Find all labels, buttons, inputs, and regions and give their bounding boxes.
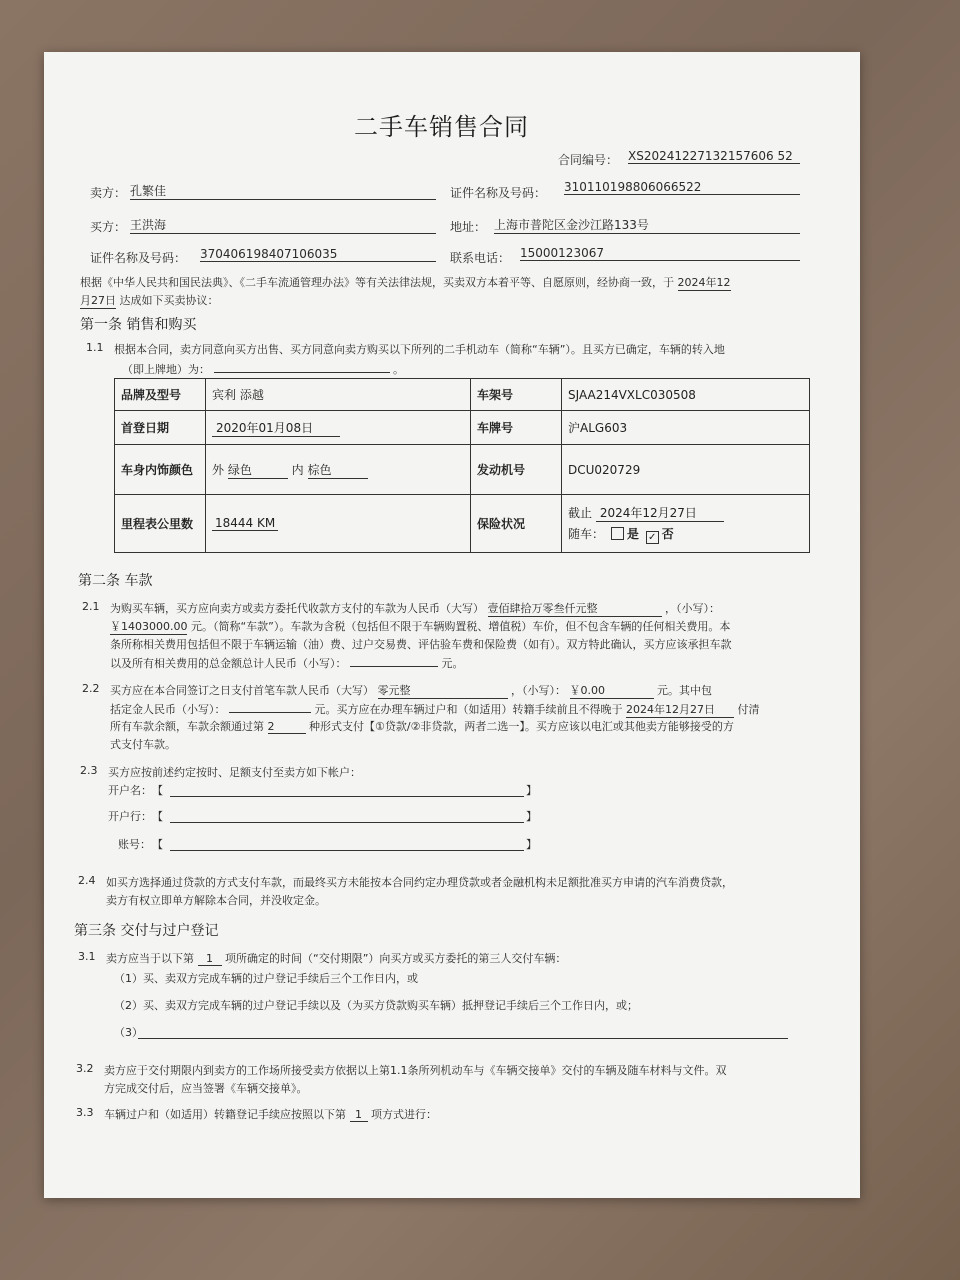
account-no-label: 账号：	[118, 838, 151, 851]
transfer-option-number: 1	[350, 1108, 368, 1122]
clause-2-2-text-b-end: 付清	[737, 703, 760, 716]
buyer-name: 王洪海	[130, 216, 436, 234]
clause-2-1-line1	[110, 600, 720, 617]
vehicle-info-table	[114, 378, 810, 553]
clause-3-2-no: 3.2	[76, 1062, 94, 1075]
clause-2-3-no: 2.3	[80, 764, 98, 777]
article-2-heading: 第二条 车款	[78, 573, 153, 589]
engine-key: 发动机号	[471, 445, 562, 495]
delivery-option-2: （2）买、卖双方完成车辆的过户登记手续以及（为买方贷款购买车辆）抵押登记手续后三个工作日内，或；	[114, 999, 638, 1012]
clause-3-1-text-a2: 项所确定的时间（“交付期限”）向买方或买方委托的第三人交付车辆：	[225, 952, 567, 965]
clause-3-2-line2: 方完成交付后，应当签署《车辆交接单》。	[104, 1082, 308, 1095]
intro-text: 根据《中华人民共和国民法典》、《二手车流通管理办法》等有关法律法规，买卖双方本着平等、自愿原则，经协商一致，于	[80, 276, 674, 289]
clause-2-2-line3	[110, 718, 734, 734]
clause-2-1-line3: 条所称相关费用包括但不限于车辆运输（油）费、过户交易费、评估验车费和保险费（如有）。双方特此确认，买方应该承担车款	[110, 638, 732, 651]
intro-line2	[80, 292, 219, 309]
reg-date-value: 2020年01月08日	[212, 419, 340, 437]
clause-3-1-no: 3.1	[78, 950, 96, 963]
vin-value: SJAA214VXLC030508	[562, 379, 810, 411]
clause-1-1-text-b	[122, 360, 404, 377]
clause-2-3-text: 买方应按前述约定按时、足额支付至卖方如下帐户：	[108, 766, 361, 779]
buyer-addr-value: 上海市普陀区金沙江路133号	[494, 216, 800, 234]
insurance-date: 2024年12月27日	[596, 504, 724, 522]
clause-2-1-text-a: 为购买车辆，买方应向卖方或卖方委托代收款方支付的车款为人民币（大写）	[110, 602, 484, 615]
color-key: 车身内饰颜色	[115, 445, 206, 495]
seller-name: 孔繁佳	[130, 182, 436, 200]
deposit-blank	[229, 700, 311, 713]
clause-2-1-text-b: 元。（简称“车款”）。车款为含税（包括但不限于车辆购置税、增值税）车价，但不包含车辆的任何相关费用。本	[190, 620, 731, 633]
clause-2-2-line2	[110, 700, 760, 718]
clause-2-1-end: 元。	[441, 657, 464, 670]
delivery-option-number: 1	[198, 952, 222, 966]
intro-line1	[80, 274, 731, 291]
article-1-heading: 第一条 销售和购买	[80, 317, 197, 333]
no-label: 否	[661, 526, 674, 541]
clause-2-1-text-d: 以及所有相关费用的总金额总计人民币（小写）：	[110, 657, 347, 670]
odometer-key: 里程表公里数	[115, 495, 206, 553]
with-car-label: 随车：	[568, 526, 605, 541]
account-no-lb: 【	[152, 838, 163, 851]
clause-1-1-text-a: 根据本合同，卖方同意向买方出售、买方同意向卖方购买以下所列的二手机动车（简称“车辆”）。且买方已确定，车辆的转入地	[114, 343, 725, 356]
account-bank-rb: 】	[526, 810, 537, 823]
delivery-option-1: （1）买、卖双方完成车辆的过户登记手续后三个工作日内，或	[114, 972, 418, 985]
seller-label: 卖方：	[90, 186, 127, 200]
with-car-line	[568, 525, 803, 544]
account-bank-label: 开户行：	[108, 810, 152, 823]
clause-3-2-line1: 卖方应于交付期限内到卖方的工作场所接受卖方依据以上第1.1条所列机动车与《车辆交接单》交付的车辆及随车材料与文件。双	[104, 1064, 727, 1077]
clause-2-2-line4: 式支付车款。	[110, 738, 176, 751]
price-in-words: 壹佰肆拾万零叁仟元整	[488, 600, 662, 617]
insurance-cell	[562, 495, 810, 553]
contract-paper	[44, 52, 860, 1198]
clause-1-1-no: 1.1	[86, 341, 104, 354]
account-name-field[interactable]	[170, 796, 524, 797]
account-no-field[interactable]	[170, 850, 524, 851]
vin-key: 车架号	[471, 379, 562, 411]
clause-2-1-line2	[110, 618, 730, 635]
seller-id-label: 证件名称及号码：	[450, 186, 547, 200]
account-bank-lb: 【	[152, 810, 163, 823]
reg-date-key: 首登日期	[115, 411, 206, 445]
payment-method-number: 2	[268, 720, 306, 734]
intro-text-2: 达成如下买卖协议：	[119, 294, 219, 307]
delivery-option-3-blank[interactable]	[138, 1038, 788, 1039]
buyer-phone-value: 15000123067	[520, 246, 800, 261]
clause-1-1-end: 。	[393, 363, 404, 376]
yes-checkbox[interactable]	[611, 527, 624, 540]
first-payment-figures: ￥0.00	[570, 682, 654, 699]
delivery-option-3: （3）	[114, 1026, 143, 1039]
engine-value: DCU020729	[562, 445, 810, 495]
clause-3-3-text-a1: 车辆过户和（如适用）转籍登记手续应按照以下第	[104, 1108, 346, 1121]
exterior-label: 外	[212, 462, 225, 477]
account-name-rb: 】	[526, 784, 537, 797]
buyer-label: 买方：	[90, 220, 127, 234]
odometer-value-wrap	[212, 516, 278, 531]
contract-no-value: XS20241227132157606 52	[628, 149, 800, 164]
total-amount-blank	[350, 654, 438, 667]
clause-3-3-no: 3.3	[76, 1106, 94, 1119]
clause-3-3-text-a2: 项方式进行：	[371, 1108, 437, 1121]
insurance-key: 保险状况	[471, 495, 562, 553]
clause-2-4-no: 2.4	[78, 874, 96, 887]
odometer-value: 18444	[215, 516, 254, 530]
clause-2-4-line2: 卖方有权立即单方解除本合同，并没收定金。	[106, 894, 326, 907]
interior-color: 棕色	[308, 461, 368, 479]
account-no-rb: 】	[526, 838, 537, 851]
clause-2-2-text-c1: 所有车款余额，车款余额通过第	[110, 720, 264, 733]
plate-key: 车牌号	[471, 411, 562, 445]
clause-2-1-no: 2.1	[82, 600, 100, 613]
brand-value: 宾利 添越	[206, 379, 471, 411]
seller-id-value: 310110198806066522	[564, 180, 800, 195]
clause-2-2-text-c2: 种形式支付【①贷款/②非贷款，两者二选一】。买方应该以电汇或其他卖方能够接受的方	[309, 720, 734, 733]
article-3-heading: 第三条 交付与过户登记	[74, 923, 219, 939]
account-bank-field[interactable]	[170, 822, 524, 823]
clause-3-1-line1	[106, 950, 566, 966]
clause-2-2-text-a-end: 元。其中包	[657, 684, 712, 697]
buyer-phone-label: 联系电话：	[450, 251, 511, 265]
reg-date-cell	[206, 411, 471, 445]
account-name-label: 开户名：	[108, 784, 152, 797]
plate-value: 沪ALG603	[562, 411, 810, 445]
clause-2-4-line1: 如买方选择通过贷款的方式支付车款，而最终买方未能按本合同约定办理贷款或者金融机构未足额批准买方申请的汽车消费贷款，	[106, 876, 733, 889]
intro-date-a: 2024年12	[677, 276, 731, 289]
contract-title: 二手车销售合同	[354, 113, 529, 141]
interior-label: 内	[291, 462, 304, 477]
brand-key: 品牌及型号	[115, 379, 206, 411]
buyer-addr-label: 地址：	[450, 220, 487, 234]
odometer-unit: KM	[257, 516, 276, 530]
yes-label: 是	[626, 526, 639, 541]
clause-2-2-text-b: 元。买方应在办理车辆过户和（如适用）转籍手续前且不得晚于	[314, 703, 623, 716]
clause-1-1-label: （即上牌地）为：	[122, 363, 210, 376]
intro-date-b: 月27日	[80, 294, 116, 307]
destination-blank	[214, 360, 390, 373]
contract-no-label: 合同编号：	[558, 153, 619, 167]
color-cell	[206, 445, 471, 495]
price-in-figures: ￥1403000.00	[110, 620, 188, 633]
buyer-id-value: 370406198407106035	[200, 247, 436, 262]
clause-2-1-line4	[110, 654, 464, 671]
buyer-id-label: 证件名称及号码：	[90, 251, 187, 265]
price-small-label: ，（小写）：	[665, 602, 720, 615]
exterior-color: 绿色	[228, 461, 288, 479]
insurance-until-line	[568, 504, 803, 522]
first-payment-small-label: ，（小写）：	[511, 684, 566, 697]
clause-3-1-text-a1: 卖方应当于以下第	[106, 952, 194, 965]
clause-2-2-text-a: 买方应在本合同签订之日支付首笔车款人民币（大写）	[110, 684, 374, 697]
first-payment-words: 零元整	[378, 682, 508, 699]
clause-2-2-no: 2.2	[82, 682, 100, 695]
deposit-label: 括定金人民币（小写）：	[110, 703, 226, 716]
no-checkbox[interactable]: ✓	[646, 531, 659, 544]
odometer-cell	[206, 495, 471, 553]
insurance-until-label: 截止	[568, 505, 593, 520]
clause-2-2-line1	[110, 682, 712, 699]
account-name-lb: 【	[152, 784, 163, 797]
clause-3-3-line1	[104, 1106, 437, 1122]
final-payment-date: 2024年12月27日	[626, 701, 734, 718]
